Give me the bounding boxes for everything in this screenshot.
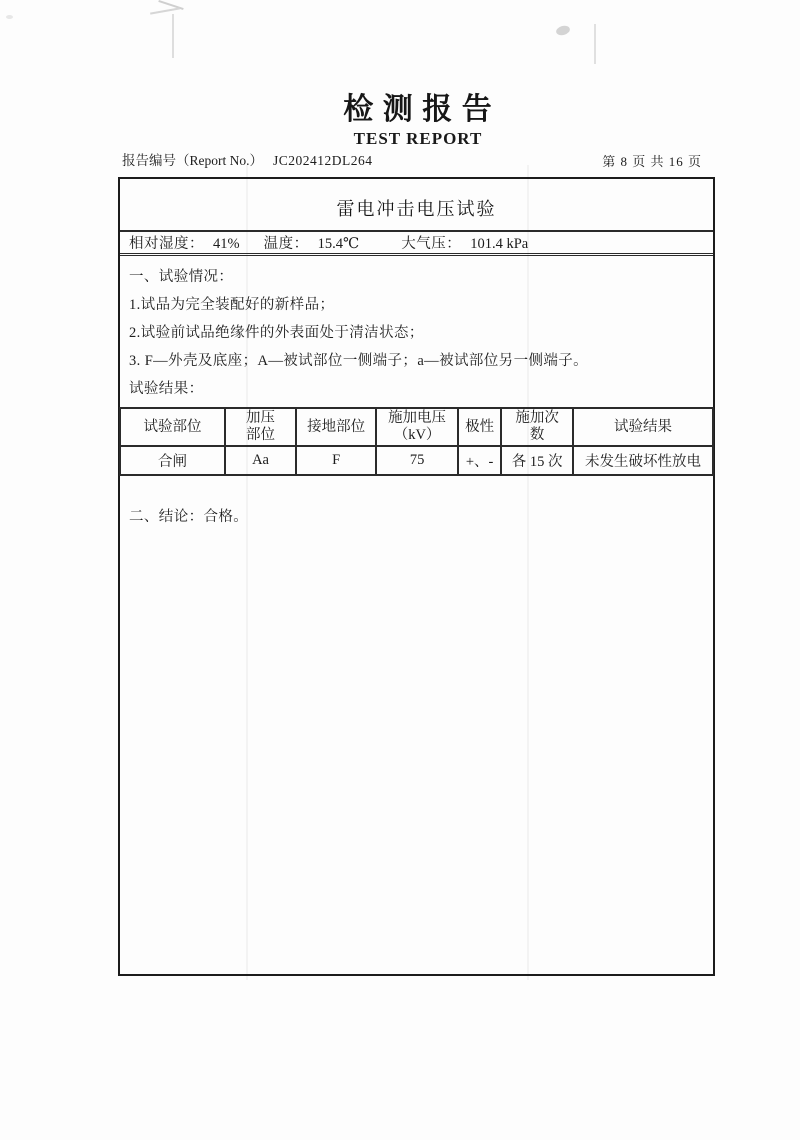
page-number-indicator: 第 8 页 共 16 页 xyxy=(602,154,702,169)
results-label: 试验结果： xyxy=(129,381,204,397)
temperature-item xyxy=(264,232,360,253)
report-number xyxy=(122,149,373,169)
col-header-pressurized-part: 加压 部位 xyxy=(225,408,296,446)
col-header-application-count: 施加次 数 xyxy=(501,408,573,446)
test-section-box xyxy=(118,177,715,976)
pressure-label: 大气压： xyxy=(401,236,462,252)
test-note-3: 3. F—外壳及底座；A—被试部位一侧端子；a—被试部位另一侧端子。 xyxy=(129,353,589,369)
environment-conditions-row xyxy=(120,230,713,256)
scan-artifact xyxy=(6,15,13,19)
col-header-applied-voltage: 施加电压 （kV） xyxy=(376,408,458,446)
conclusion-text: 二、结论：合格。 xyxy=(129,509,249,525)
col-header-grounded-part: 接地部位 xyxy=(296,408,376,446)
scan-artifact xyxy=(594,24,596,64)
cell-test-result: 未发生破坏性放电 xyxy=(573,446,713,475)
test-results-table xyxy=(119,407,714,476)
col-header-test-part: 试验部位 xyxy=(120,408,225,446)
cell-applied-voltage: 75 xyxy=(376,446,458,475)
table-data-row xyxy=(120,446,713,475)
test-note-2: 2.试验前试品绝缘件的外表面处于清洁状态； xyxy=(129,325,424,341)
scan-artifact xyxy=(172,14,174,58)
pressure-item xyxy=(401,232,528,253)
cell-polarity: +、- xyxy=(458,446,501,475)
table-header-row xyxy=(120,408,713,446)
pressure-value: 101.4 kPa xyxy=(470,236,529,252)
report-number-label: 报告编号（Report No.） xyxy=(122,153,263,168)
test-section-title: 雷电冲击电压试验 xyxy=(336,199,497,219)
cell-test-part: 合闸 xyxy=(120,446,225,475)
report-number-value: JC202412DL264 xyxy=(273,153,373,168)
humidity-label: 相对湿度： xyxy=(129,236,204,252)
cell-application-count: 各 15 次 xyxy=(501,446,573,475)
report-title-chinese: 检 测 报 告 xyxy=(343,93,493,126)
cell-pressurized-part: Aa xyxy=(225,446,296,475)
humidity-item xyxy=(129,232,240,253)
col-header-test-result: 试验结果 xyxy=(573,408,713,446)
report-title-english: TEST REPORT xyxy=(353,129,483,148)
test-note-1: 1.试品为完全装配好的新样品； xyxy=(129,297,335,313)
temperature-value: 15.4℃ xyxy=(317,236,360,252)
col-header-polarity: 极性 xyxy=(458,408,501,446)
temperature-label: 温度： xyxy=(263,236,309,252)
humidity-value: 41% xyxy=(213,236,240,252)
section1-heading: 一、试验情况： xyxy=(129,269,234,285)
cell-grounded-part: F xyxy=(296,446,376,475)
scan-artifact xyxy=(555,24,571,36)
scan-artifact xyxy=(150,7,180,14)
report-meta-row xyxy=(118,149,716,167)
